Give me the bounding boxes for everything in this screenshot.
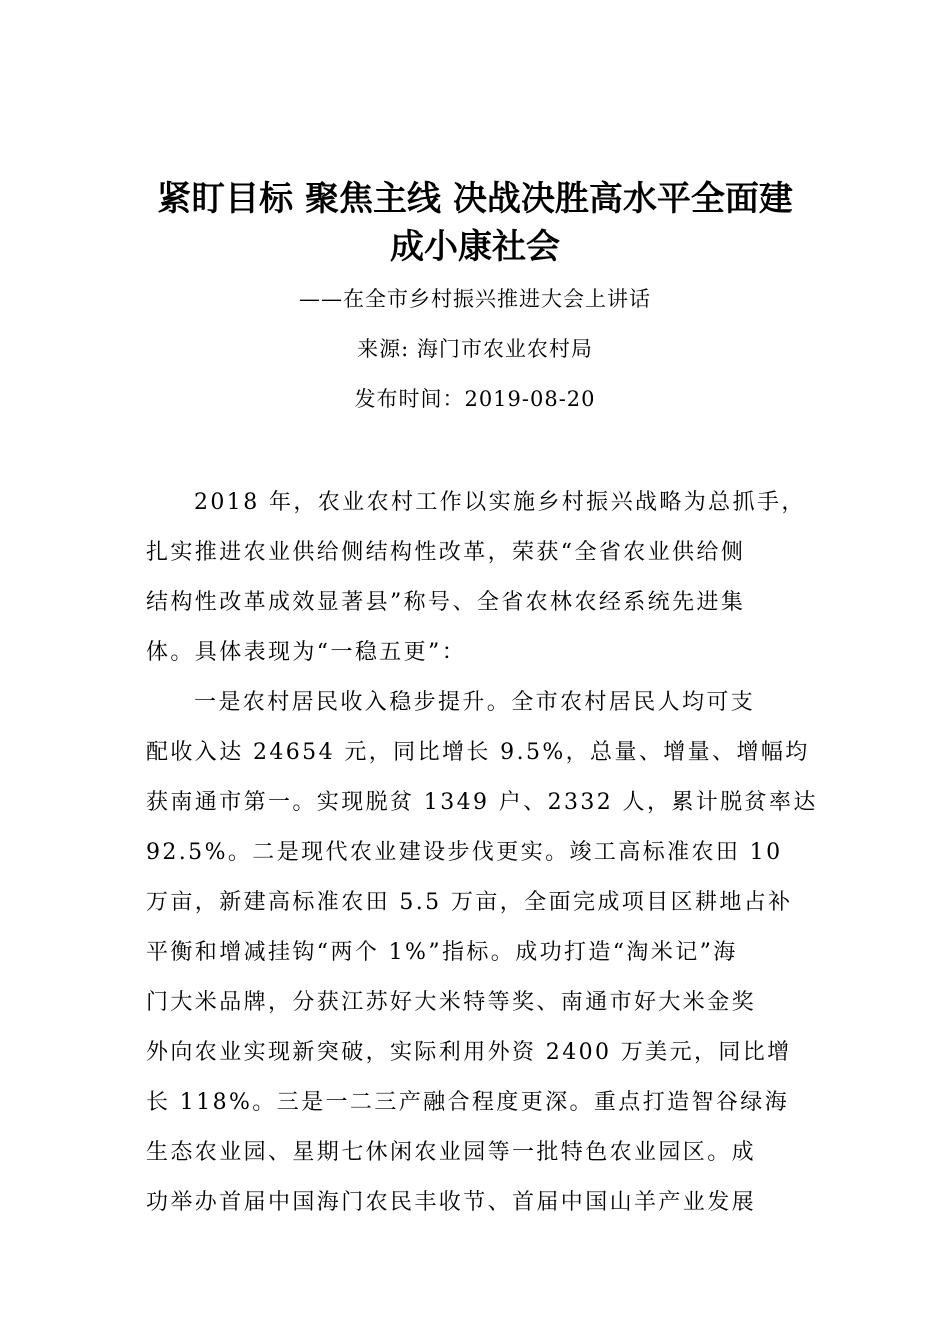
body-line: 配收入达 24654 元，同比增长 9.5%，总量、增量、增幅均 <box>146 740 810 765</box>
document-title-line2: 成小康社会 <box>390 227 560 267</box>
document-title-line1: 紧盯目标 聚焦主线 决战决胜高水平全面建 <box>157 179 793 219</box>
body-line: 生态农业园、星期七休闲农业园等一批特色农业园区。成 <box>146 1140 757 1165</box>
body-line: 结构性改革成效显著县”称号、全省农林农经系统先进集 <box>146 590 746 615</box>
document-source: 来源: 海门市农业农村局 <box>357 337 593 361</box>
body-line: 门大米品牌，分获江苏好大米特等奖、南通市好大米金奖 <box>146 990 757 1015</box>
body-line: 一是农村居民收入稳步提升。全市农村居民人均可支 <box>194 690 756 715</box>
body-line: 长 118%。三是一二三产融合程度更深。重点打造智谷绿海 <box>146 1090 790 1115</box>
body-line: 外向农业实现新突破，实际利用外资 2400 万美元，同比增 <box>146 1040 792 1065</box>
body-line: 92.5%。二是现代农业建设步伐更实。竣工高标准农田 10 <box>146 840 783 865</box>
body-line: 平衡和增减挂钩“两个 1%”指标。成功打造“淘米记”海 <box>146 940 738 965</box>
body-line: 功举办首届中国海门农民丰收节、首届中国山羊产业发展 <box>146 1190 757 1215</box>
body-line: 2018 年，农业农村工作以实施乡村振兴战略为总抓手， <box>194 490 806 515</box>
body-line: 体。具体表现为“一稳五更”： <box>146 640 467 665</box>
body-line: 获南通市第一。实现脱贫 1349 户、2332 人，累计脱贫率达 <box>146 790 818 815</box>
document-subtitle: ——在全市乡村振兴推进大会上讲话 <box>299 287 651 311</box>
body-line: 扎实推进农业供给侧结构性改革，荣获“全省农业供给侧 <box>146 540 746 565</box>
body-line: 万亩，新建高标准农田 5.5 万亩，全面完成项目区耕地占补 <box>146 890 793 915</box>
document-publish-date: 发布时间：2019-08-20 <box>354 387 596 411</box>
